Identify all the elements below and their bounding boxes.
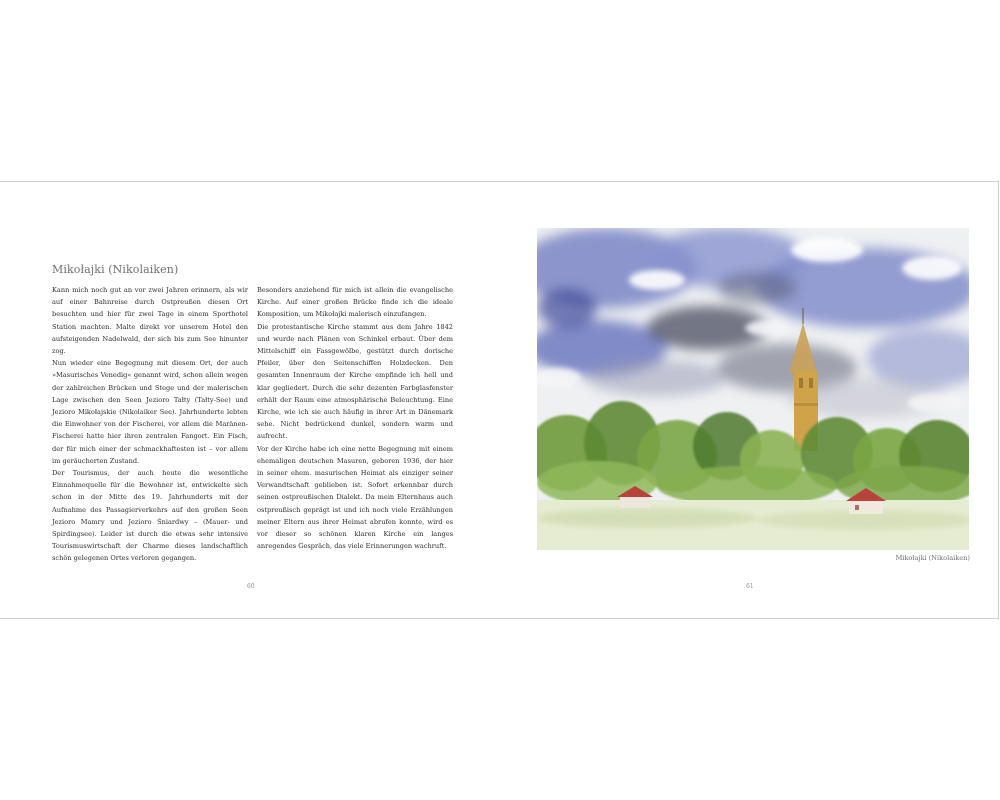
paragraph: Der Tourismus, der auch heute die wesentliche Einnahmequelle für die Bewohner ist, entwickelte sich schon in der Mitte des 19. Jahrhunderts mit der Aufnahme des Passagierverkehrs auf den großen Seen Jezioro Mamry und Jezioro Śniardwy – (Mauer- und Spirdingsee). Leider ist durch die etwas sehr intensive Tourismuswirtschaft der Charme dieses landschaftlich schön gelegenen Ortes verloren gegangen. <box>52 469 248 563</box>
paragraph: Vor der Kirche habe ich eine nette Begegnung mit einem ehemaligen deutschen Masuren, geboren 1936, der hier in seiner ehem. masurischen Heimat als einziger seiner Verwandtschaft geblieben ist. Sofort erkennbar durch seinen ostpreußischen Dialekt. Da mein Elternhaus auch ostpreußisch geprägt ist und ich noch viele Erzählungen meiner Eltern aus ihrer Heimat abrufen konnte, wird es vor dieser so schönen klaren Kirche ein langes anregendes Gespräch, das viele Erinnerungen wachruft. <box>257 444 453 551</box>
paragraph: Kann mich noch gut an vor zwei Jahren erinnern, als wir auf einer Bahnreise durch Ostpreußen diesen Ort besuchten und hier für zwei Tage in einem Sporthotel Station machten. Malte direkt vor unserem Hotel den aufsteigenden Nadelwald, der sich bis zum See hinunter zog. <box>52 286 248 356</box>
book-spread <box>0 181 999 619</box>
chapter-title: Mikołajki (Nikolaiken) <box>52 263 179 276</box>
paragraph: Besonders anziehend für mich ist allein die evangelische Kirche. Auf einer großen Brücke finde ich die ideale Komposition, um Mikołajki malerisch einzufangen. <box>257 286 453 319</box>
paragraph: Nun wieder eine Begegnung mit diesem Ort, der auch »Masurisches Venedig« genannt wird, schon allein wegen der zahlreichen Brücken und Stege und der malerischen Lage zwischen den Seen Jezioro Tałty (Tałty-See) und Jezioro Mikołajskie (Nikolaiker See). Jahrhunderte lebten die Einwohner von der Fischerei, vor allem die Maränen-Fischerei hatte hier ihren zentralen Fangort. Ein Fisch, der für mich einer der schmackhaftesten ist – vor allem im geräucherten Zustand. <box>52 359 248 465</box>
text-column-left <box>52 284 248 565</box>
paragraph: Die protestantische Kirche stammt aus dem Jahre 1842 und wurde nach Plänen von Schinkel erbaut. Über dem Mittelschiff ein Fassgewölbe, gestützt durch dorische Pfeiler, über den Seitenschiffen Holzdecken. Den gesamten Innenraum der Kirche empfinde ich hell und klar gegliedert. Durch die sehr dezenten Farbglasfenster erhält der Raum eine atmosphärische Beleuchtung. Eine Kirche, wie ich sie auch häufig in ihrer Art in Dänemark sehe. Nicht bedrückend dunkel, sondern warm und aufrecht. <box>257 322 453 441</box>
page-number-right: 61 <box>746 583 754 590</box>
page-number-left: 60 <box>247 583 255 590</box>
text-column-right <box>257 284 453 552</box>
painting-caption: Mikołajki (Nikolaiken) <box>895 554 970 562</box>
watercolor-painting <box>537 228 969 550</box>
